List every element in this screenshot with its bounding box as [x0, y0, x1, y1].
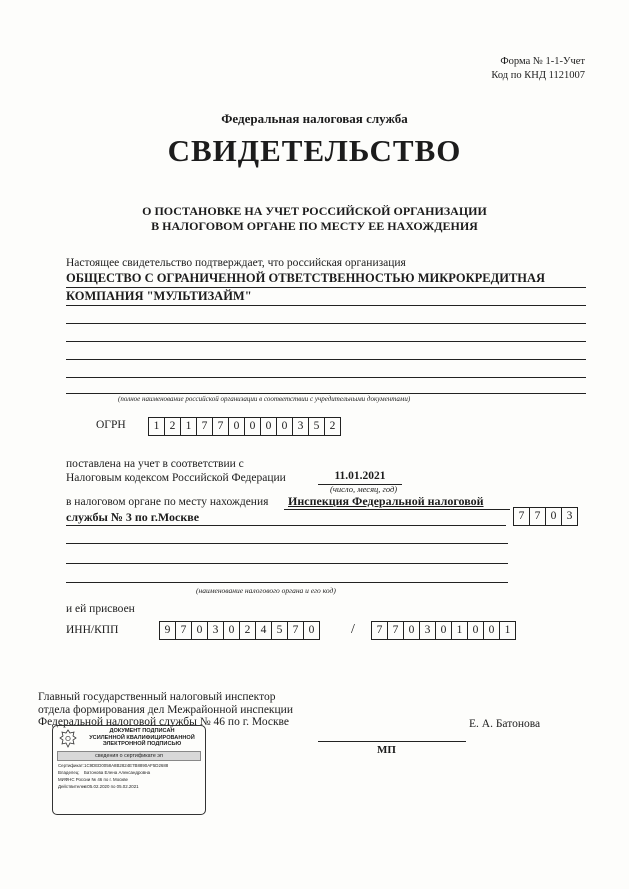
blank-line [66, 341, 586, 342]
signatory-position [38, 691, 293, 729]
form-code-block [491, 55, 585, 83]
inn-digit: 0 [223, 621, 240, 640]
blank-line [66, 563, 508, 564]
inn-digit: 9 [159, 621, 176, 640]
authority-name-line-2: службы № 3 по г.Москве [66, 510, 506, 526]
certificate-value: 1C9DED0058A8B2824E7B8890AF5D2688 [84, 763, 169, 768]
inn-digit: 7 [287, 621, 304, 640]
stamp-header-line-3: ЭЛЕКТРОННОЙ ПОДПИСЬЮ [102, 741, 182, 747]
blank-line [66, 543, 508, 544]
ogrn-digit: 1 [180, 417, 197, 436]
kpp-digit: 3 [419, 621, 436, 640]
ogrn-digit: 3 [292, 417, 309, 436]
stamp-header-line-2: УСИЛЕННОЙ КВАЛИФИЦИРОВАННОЙ [89, 734, 195, 741]
owner-value: Батонова Елена Александровна [84, 770, 151, 775]
kpp-boxes [371, 621, 515, 640]
knd-code: Код по КНД 1121007 [491, 70, 585, 81]
inn-digit: 2 [239, 621, 256, 640]
position-line-1: Главный государственный налоговый инспектор [38, 691, 276, 703]
seal-place-label: МП [377, 744, 396, 756]
authority-code-digit: 7 [529, 507, 546, 526]
ogrn-digit: 0 [244, 417, 261, 436]
ogrn-digit: 5 [308, 417, 325, 436]
inn-digit: 4 [255, 621, 272, 640]
e-signature-stamp [52, 725, 206, 815]
kpp-digit: 0 [483, 621, 500, 640]
document-title: СВИДЕТЕЛЬСТВО [167, 133, 462, 168]
organization-name-caption: (полное наименование российской организации в соответствии с учредительными документами) [118, 395, 411, 403]
position-line-2: отдела формирования дел Межрайонной инспекции [38, 703, 293, 716]
ogrn-boxes [148, 417, 340, 436]
ogrn-digit: 0 [276, 417, 293, 436]
registration-line-1: поставлена на учет в соответствии с [66, 458, 244, 470]
registration-date: 11.01.2021 [318, 470, 402, 485]
form-number: Форма № 1-1-Учет [500, 56, 585, 67]
inn-kpp-label: ИНН/КПП [66, 624, 119, 636]
validity-row [58, 784, 139, 789]
validity-label: Действителен: [58, 784, 88, 789]
kpp-digit: 7 [371, 621, 388, 640]
registration-line-2: Налоговым кодексом Российской Федерации [66, 472, 286, 484]
stamp-header [83, 728, 201, 748]
kpp-digit: 0 [403, 621, 420, 640]
date-caption: (число, месяц, год) [330, 484, 398, 494]
position-line-3: Федеральной налоговой службы № 46 по г. Москве [38, 716, 290, 728]
kpp-digit: 0 [435, 621, 452, 640]
subtitle-line-2: В НАЛОГОВОМ ОРГАНЕ ПО МЕСТУ ЕЕ НАХОЖДЕНИЯ [151, 219, 478, 233]
ogrn-digit: 0 [228, 417, 245, 436]
inn-boxes [159, 621, 319, 640]
ogrn-digit: 2 [324, 417, 341, 436]
blank-line [66, 377, 586, 378]
inn-digit: 5 [271, 621, 288, 640]
inn-kpp-separator: / [351, 622, 355, 637]
authority-label: в налоговом органе по месту нахождения [66, 496, 269, 508]
certificate-label: Сертификат: [58, 763, 85, 768]
ogrn-digit: 7 [196, 417, 213, 436]
ogrn-digit: 1 [148, 417, 165, 436]
stamp-header-line-1: ДОКУМЕНТ ПОДПИСАН [109, 728, 175, 734]
owner-org-row [58, 777, 128, 782]
coat-of-arms-icon [58, 729, 78, 749]
blank-line [66, 359, 586, 360]
signatory-name: Е. А. Батонова [469, 718, 541, 730]
owner-label: Владелец: [58, 770, 80, 775]
signature-line [318, 741, 466, 742]
certificate-info-bar: сведения о сертификате эп [57, 751, 201, 761]
issuing-authority: Федеральная налоговая служба [221, 111, 408, 126]
certificate-row [58, 763, 168, 768]
document-subtitle [0, 204, 629, 234]
blank-line [66, 323, 586, 324]
owner-row [58, 770, 150, 775]
inn-digit: 7 [175, 621, 192, 640]
ogrn-digit: 0 [260, 417, 277, 436]
intro-text: Настоящее свидетельство подтверждает, что российская организация [66, 257, 406, 269]
assigned-label: и ей присвоен [66, 603, 135, 615]
inn-digit: 0 [303, 621, 320, 640]
ogrn-label: ОГРН [96, 419, 126, 431]
kpp-digit: 1 [451, 621, 468, 640]
authority-name-line-1: Инспекция Федеральной налоговой [284, 494, 510, 510]
inn-digit: 0 [191, 621, 208, 640]
ogrn-digit: 2 [164, 417, 181, 436]
blank-line [66, 393, 586, 394]
authority-caption: (наименование налогового органа и его код) [196, 586, 336, 595]
inn-digit: 3 [207, 621, 224, 640]
authority-code-boxes [513, 507, 577, 526]
owner-org-value: МИФНС России № 46 по г. Москве [58, 777, 128, 782]
ogrn-digit: 7 [212, 417, 229, 436]
kpp-digit: 1 [499, 621, 516, 640]
kpp-digit: 7 [387, 621, 404, 640]
validity-value: с 05.02.2020 по 05.02.2021 [84, 784, 139, 789]
organization-name-line-2: КОМПАНИЯ "МУЛЬТИЗАЙМ" [66, 289, 586, 306]
kpp-digit: 0 [467, 621, 484, 640]
authority-code-digit: 0 [545, 507, 562, 526]
organization-name-line-1: ОБЩЕСТВО С ОГРАНИЧЕННОЙ ОТВЕТСТВЕННОСТЬЮ МИКРОКРЕДИТНАЯ [66, 271, 586, 288]
blank-line [66, 582, 508, 583]
authority-code-digit: 3 [561, 507, 578, 526]
subtitle-line-1: О ПОСТАНОВКЕ НА УЧЕТ РОССИЙСКОЙ ОРГАНИЗАЦИИ [142, 204, 487, 218]
authority-code-digit: 7 [513, 507, 530, 526]
